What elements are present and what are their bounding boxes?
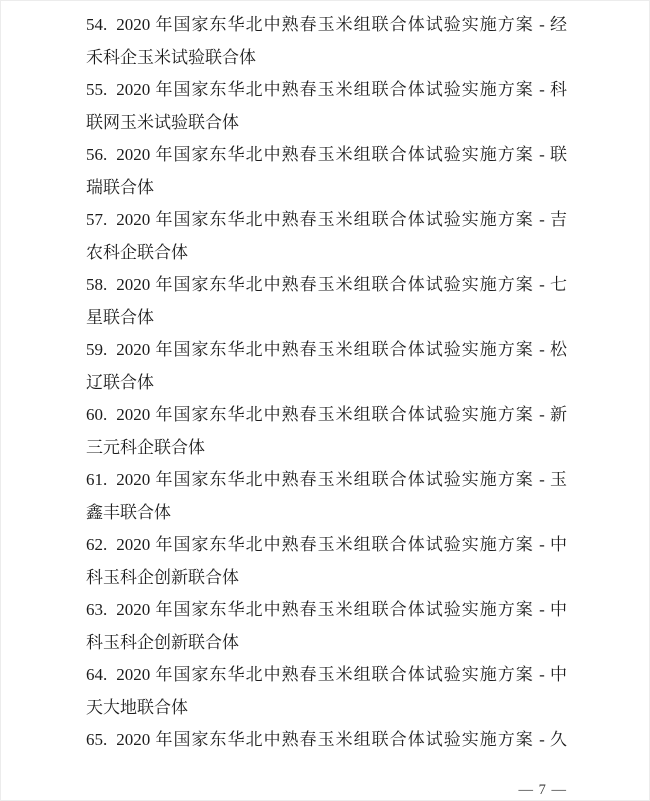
item-line-1 bbox=[86, 204, 567, 237]
list-item bbox=[86, 659, 567, 724]
item-line-2: 星联合体 bbox=[86, 307, 154, 327]
item-text: 2020 年国家东华北中熟春玉米组联合体试验实施方案 - 久 bbox=[116, 730, 567, 749]
item-line-2: 科玉科企创新联合体 bbox=[86, 567, 239, 587]
item-line-2: 禾科企玉米试验联合体 bbox=[86, 47, 256, 67]
item-text: 2020 年国家东华北中熟春玉米组联合体试验实施方案 - 科 bbox=[116, 80, 567, 99]
item-line-1 bbox=[86, 659, 567, 692]
item-number: 56. bbox=[86, 145, 108, 164]
item-line-1 bbox=[86, 724, 567, 757]
list-item bbox=[86, 334, 567, 399]
item-text: 2020 年国家东华北中熟春玉米组联合体试验实施方案 - 中 bbox=[116, 600, 567, 619]
item-text: 2020 年国家东华北中熟春玉米组联合体试验实施方案 - 七 bbox=[116, 275, 567, 294]
item-number: 59. bbox=[86, 340, 108, 359]
item-line-1 bbox=[86, 334, 567, 367]
list-item bbox=[86, 74, 567, 139]
item-line-1 bbox=[86, 594, 567, 627]
list-item bbox=[86, 399, 567, 464]
item-text: 2020 年国家东华北中熟春玉米组联合体试验实施方案 - 中 bbox=[116, 665, 567, 684]
item-number: 54. bbox=[86, 15, 108, 34]
item-text: 2020 年国家东华北中熟春玉米组联合体试验实施方案 - 中 bbox=[116, 535, 567, 554]
item-text: 2020 年国家东华北中熟春玉米组联合体试验实施方案 - 新 bbox=[116, 405, 567, 424]
item-number: 63. bbox=[86, 600, 108, 619]
item-line-1 bbox=[86, 9, 567, 42]
item-number: 58. bbox=[86, 275, 108, 294]
item-line-2: 天大地联合体 bbox=[86, 697, 188, 717]
item-number: 55. bbox=[86, 80, 108, 99]
list-item bbox=[86, 464, 567, 529]
item-line-2: 联网玉米试验联合体 bbox=[86, 112, 239, 132]
list-item bbox=[86, 139, 567, 204]
item-line-2: 辽联合体 bbox=[86, 372, 154, 392]
item-number: 65. bbox=[86, 730, 108, 749]
item-line-2: 鑫丰联合体 bbox=[86, 502, 171, 522]
item-line-2: 三元科企联合体 bbox=[86, 437, 205, 457]
list-item bbox=[86, 9, 567, 74]
item-number: 64. bbox=[86, 665, 108, 684]
item-number: 62. bbox=[86, 535, 108, 554]
item-line-1 bbox=[86, 74, 567, 107]
item-line-1 bbox=[86, 269, 567, 302]
list-item bbox=[86, 529, 567, 594]
item-line-2: 科玉科企创新联合体 bbox=[86, 632, 239, 652]
item-text: 2020 年国家东华北中熟春玉米组联合体试验实施方案 - 联 bbox=[116, 145, 567, 164]
page-footer bbox=[86, 781, 567, 799]
item-number: 60. bbox=[86, 405, 108, 424]
item-line-1 bbox=[86, 529, 567, 562]
item-text: 2020 年国家东华北中熟春玉米组联合体试验实施方案 - 松 bbox=[116, 340, 567, 359]
list-item bbox=[86, 724, 567, 757]
page-number: — 7 — bbox=[518, 781, 567, 798]
item-number: 57. bbox=[86, 210, 108, 229]
document-body bbox=[86, 9, 567, 757]
list-item bbox=[86, 269, 567, 334]
item-line-1 bbox=[86, 399, 567, 432]
item-line-2: 瑞联合体 bbox=[86, 177, 154, 197]
list-item bbox=[86, 594, 567, 659]
item-text: 2020 年国家东华北中熟春玉米组联合体试验实施方案 - 吉 bbox=[116, 210, 567, 229]
item-text: 2020 年国家东华北中熟春玉米组联合体试验实施方案 - 玉 bbox=[116, 470, 567, 489]
item-line-1 bbox=[86, 464, 567, 497]
list-item bbox=[86, 204, 567, 269]
item-line-1 bbox=[86, 139, 567, 172]
item-number: 61. bbox=[86, 470, 108, 489]
item-text: 2020 年国家东华北中熟春玉米组联合体试验实施方案 - 经 bbox=[116, 15, 567, 34]
item-line-2: 农科企联合体 bbox=[86, 242, 188, 262]
